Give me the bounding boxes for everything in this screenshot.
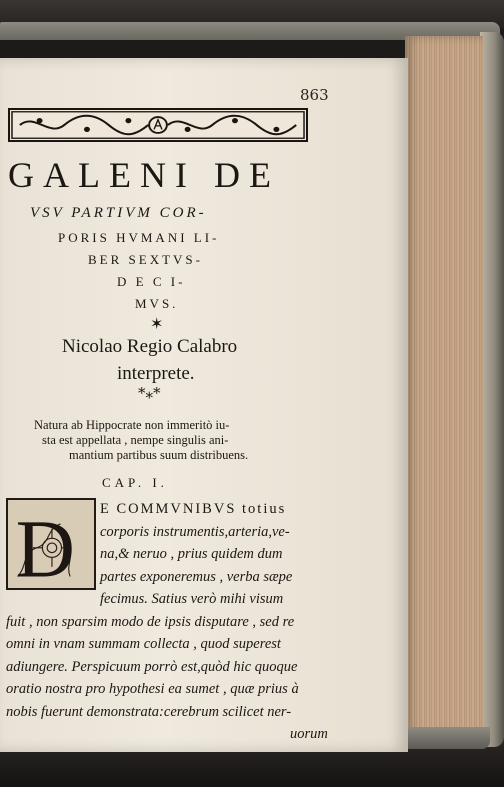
subtitle-line: PORIS HVMANI LI- (58, 230, 220, 245)
book-title: GALENI DE (8, 155, 280, 195)
subtitle-line: MVS. (135, 296, 179, 311)
body-line: partes exponeremus , verba sæpe (100, 568, 293, 585)
body-line: adiungere. Perspicuum porrò est,quòd hic quoque (6, 658, 298, 675)
book-page (0, 58, 408, 752)
dropcap-letter: D (15, 503, 75, 588)
book (0, 22, 504, 750)
body-line: fuit , non sparsim modo de ipsis disputare , sed re (6, 613, 295, 630)
body-line: oratio nostra pro hypothesi ea sumet , quæ prius à (6, 681, 299, 697)
body-line: corporis instrumentis,arteria,ve- (100, 523, 290, 540)
decorated-initial (6, 498, 96, 590)
catchword: uorum (290, 726, 328, 742)
body-text (6, 498, 328, 746)
chapter-summary (34, 418, 304, 463)
page-fore-edge (405, 36, 483, 742)
translator-line: interprete. (117, 363, 195, 384)
summary-line: Natura ab Hippocrate non immeritò iu- (34, 418, 230, 432)
body-line: E COMMVNIBVS totius (100, 501, 287, 517)
summary-line: mantium partibus suum distribuens. (69, 448, 249, 462)
subtitle-line: D E C I- (117, 274, 186, 289)
body-line: fecimus. Satius verò mihi visum (100, 591, 284, 607)
subtitle-line: BER SEXTVS- (88, 252, 203, 267)
asterism: *⁎* (138, 384, 161, 402)
fleuron-icon: ✶ (150, 316, 164, 333)
headpiece-ornament (8, 108, 308, 142)
body-line: na,& neruo , prius quidem dum (100, 546, 283, 562)
body-line: omni in vnam summam collecta , quod superest (6, 636, 281, 652)
body-line: nobis fuerunt demonstrata:cerebrum scilicet ner- (6, 703, 292, 720)
page-number: 863 (300, 86, 329, 104)
summary-line: sta est appellata , nempe singulis ani- (42, 433, 229, 447)
subtitle-line: VSV PARTIVM COR- (30, 205, 207, 221)
translator-line: Nicolao Regio Calabro (62, 336, 238, 357)
chapter-heading: CAP. I. (102, 475, 168, 490)
book-cover-right (480, 32, 504, 747)
